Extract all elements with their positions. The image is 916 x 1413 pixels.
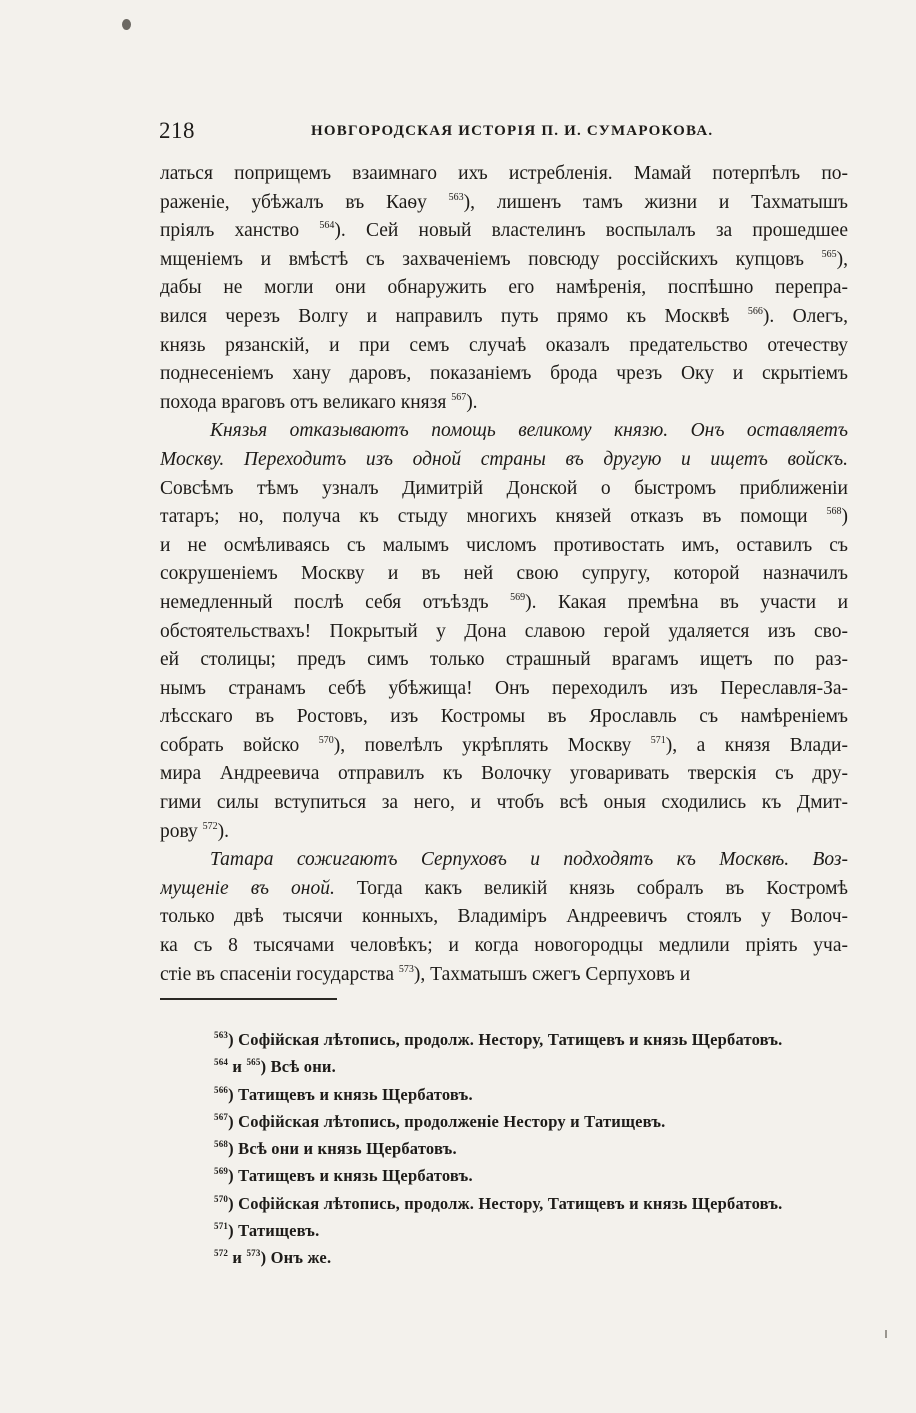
text-line — [160, 446, 848, 475]
running-title: НОВГОРОДСКАЯ ИСТОРІЯ П. И. СУМАРОКОВА. — [311, 123, 714, 139]
text-run: татаръ; но, получа къ стыду многихъ князей отказъ въ помощи — [160, 506, 827, 528]
text-line — [160, 503, 848, 532]
text-line — [160, 303, 848, 332]
text-run: ) Татищевъ. — [228, 1221, 320, 1241]
text-run: нымъ странамъ себѣ убѣжища! Онъ переходилъ изъ Переславля-За- — [160, 677, 848, 699]
footnote-ref: 566 — [747, 305, 763, 317]
footnote — [214, 1108, 854, 1135]
text-line — [160, 903, 848, 932]
text-line — [160, 560, 848, 589]
text-line — [160, 675, 848, 704]
page-number: 218 — [159, 118, 195, 143]
marginal-heading-text: Татара сожигаютъ Серпуховъ и подходятъ къ Москвѣ. Воз- — [210, 849, 848, 871]
text-run: ), повелѣлъ укрѣплять Москву — [333, 734, 651, 756]
text-run: князь рязанскій, и при семъ случаѣ оказалъ предательство отечеству — [160, 334, 848, 356]
footnote-ref: 569 — [214, 1166, 229, 1177]
text-run: раженіе, убѣжалъ въ Каѳу — [160, 191, 449, 213]
text-run: ) Татищевъ и князь Щербатовъ. — [228, 1166, 473, 1186]
text-run: собрать войско — [160, 734, 319, 756]
footnote — [214, 1135, 854, 1162]
footnote-rule — [160, 998, 337, 1000]
text-line — [160, 961, 848, 990]
text-run: ей столицы; предъ симъ только страшный врагамъ ищетъ по раз- — [160, 649, 848, 671]
marginal-heading-text: Москву. Переходитъ изъ одной страны въ другую и ищетъ войскъ. — [160, 448, 848, 470]
text-line — [160, 189, 848, 218]
marginal-heading-text: Князья отказываютъ помощь великому князю. Онъ оставляетъ — [210, 420, 848, 442]
text-line — [160, 360, 848, 389]
text-run: и — [228, 1248, 247, 1268]
footnote-ref: 566 — [214, 1084, 229, 1095]
text-line — [160, 246, 848, 275]
footnote-ref: 571 — [650, 734, 666, 746]
text-line — [160, 732, 848, 761]
text-run: дабы не могли они обнаружить его намѣренія, поспѣшно перепра- — [160, 277, 848, 299]
text-line — [160, 589, 848, 618]
footnote-ref: 570 — [318, 734, 334, 746]
footnote-ref: 565 — [821, 248, 837, 260]
footnote-ref: 563 — [448, 191, 464, 203]
text-line — [160, 846, 848, 875]
footnote-ref: 567 — [451, 391, 467, 403]
text-line — [160, 389, 848, 418]
text-run: мира Андреевича отправилъ къ Волочку уговаривать тверскія съ дру- — [160, 763, 848, 785]
text-run: лѣсскаго въ Ростовъ, изъ Костромы въ Ярославль съ намѣреніемъ — [160, 706, 848, 728]
text-run: ). — [466, 391, 478, 413]
text-run: ), лишенъ тамъ жизни и Тахматышъ — [463, 191, 848, 213]
text-run: ), Тахматышъ сжегъ Серпуховъ и — [413, 963, 691, 985]
footnote-ref: 568 — [214, 1139, 229, 1150]
text-run: ка съ 8 тысячами человѣкъ; и когда новогородцы медлили пріять уча- — [160, 935, 848, 957]
text-line — [160, 789, 848, 818]
text-run: ) Татищевъ и князь Щербатовъ. — [228, 1084, 473, 1104]
footnote-ref: 564 — [214, 1057, 229, 1068]
text-run: ) Софійская лѣтопись, продолж. Нестору, Татищевъ и князь Щербатовъ. — [228, 1030, 783, 1049]
footnote-ref: 567 — [214, 1111, 229, 1122]
text-run: мщеніемъ и вмѣстѣ съ захваченіемъ повсюду россійскихъ купцовъ — [160, 248, 822, 270]
text-line — [160, 274, 848, 303]
text-run: ) Всѣ они. — [260, 1057, 336, 1077]
text-run: похода враговъ отъ великаго князя — [160, 391, 452, 413]
text-line — [160, 160, 848, 189]
text-run: рову — [160, 820, 203, 842]
text-run: ) — [841, 506, 848, 528]
text-line — [160, 332, 848, 361]
ink-spot — [122, 19, 131, 30]
text-line — [160, 932, 848, 961]
text-run: и — [228, 1057, 247, 1077]
footnotes — [214, 1026, 854, 1272]
footnote — [214, 1081, 854, 1108]
text-run: только двѣ тысячи конныхъ, Владиміръ Андреевичъ стоялъ у Волоч- — [160, 906, 848, 928]
text-line — [160, 475, 848, 504]
text-run: латься поприщемъ взаимнаго ихъ истребленія. Мамай потерпѣлъ по- — [160, 163, 848, 184]
text-line — [160, 417, 848, 446]
text-run: и не осмѣливаясь съ малымъ числомъ противостать имъ, оставилъ съ — [160, 534, 848, 556]
text-run: ). Сей новый властелинъ воспылалъ за прошедшее — [334, 220, 848, 242]
text-run: ), а князя Влади- — [665, 734, 848, 756]
text-run: Совсѣмъ тѣмъ узналъ Димитрій Донской о быстромъ приближеніи — [160, 477, 848, 499]
footnote — [214, 1162, 854, 1189]
text-run: ). Олегъ, — [762, 305, 848, 327]
text-line — [160, 703, 848, 732]
footnote — [214, 1190, 854, 1217]
footnote-ref: 568 — [826, 506, 842, 518]
page-header — [159, 118, 849, 148]
text-run: ) Всѣ они и князь Щербатовъ. — [228, 1139, 457, 1159]
text-run: ) Софійская лѣтопись, продолж. Нестору, Татищевъ и князь Щербатовъ. — [228, 1193, 783, 1213]
footnote — [214, 1053, 854, 1080]
footnote-ref: 572 — [214, 1248, 229, 1259]
footnote — [214, 1217, 854, 1244]
footnote-ref: 573 — [246, 1248, 261, 1259]
text-run: ), — [836, 248, 848, 270]
marginal-heading-text: мущеніе въ оной. — [160, 877, 335, 899]
footnote-ref: 565 — [246, 1057, 261, 1068]
text-line — [160, 217, 848, 246]
text-run: ) Софійская лѣтопись, продолженіе Нестору и Татищевъ. — [228, 1111, 666, 1131]
footnote — [214, 1026, 854, 1053]
text-line — [160, 618, 848, 647]
text-run: сокрушеніемъ Москву и въ ней свою супругу, которой назначилъ — [160, 563, 848, 585]
text-run: поднесеніемъ хану даровъ, показаніемъ брода чрезъ Оку и скрытіемъ — [160, 363, 848, 385]
footnote-ref: 570 — [214, 1193, 229, 1204]
text-run: стіе въ спасеніи государства — [160, 963, 399, 985]
text-run: гими силы вступиться за него, и чтобъ всѣ оныя сходились къ Дмит- — [160, 792, 848, 814]
footnote-ref: 563 — [214, 1030, 229, 1040]
text-run: ). Какая премѣна въ участи и — [525, 591, 848, 613]
text-run: ). — [217, 820, 230, 842]
footnote-ref: 569 — [510, 591, 526, 603]
text-line — [160, 532, 848, 561]
text-run: обстоятельствахъ! Покрытый у Дона славою герой удаляется изъ сво- — [160, 620, 848, 642]
text-run: ) Онъ же. — [260, 1248, 332, 1268]
footnote-ref: 571 — [214, 1221, 229, 1232]
footnote-ref: 573 — [398, 963, 414, 975]
text-line — [160, 760, 848, 789]
text-run: пріялъ ханство — [160, 220, 320, 242]
footnote-ref: 572 — [202, 820, 218, 832]
text-run: немедленный послѣ себя отъѣздъ — [160, 591, 511, 613]
text-line — [160, 875, 848, 904]
text-line — [160, 818, 848, 847]
body-text — [160, 160, 848, 989]
text-line — [160, 646, 848, 675]
text-run: вился черезъ Волгу и направилъ путь прямо къ Москвѣ — [160, 305, 748, 327]
paper-mark — [885, 1330, 887, 1338]
text-run: Тогда какъ великій князь собралъ въ Костромѣ — [334, 877, 848, 899]
footnote — [214, 1244, 854, 1271]
footnote-ref: 564 — [319, 220, 335, 232]
